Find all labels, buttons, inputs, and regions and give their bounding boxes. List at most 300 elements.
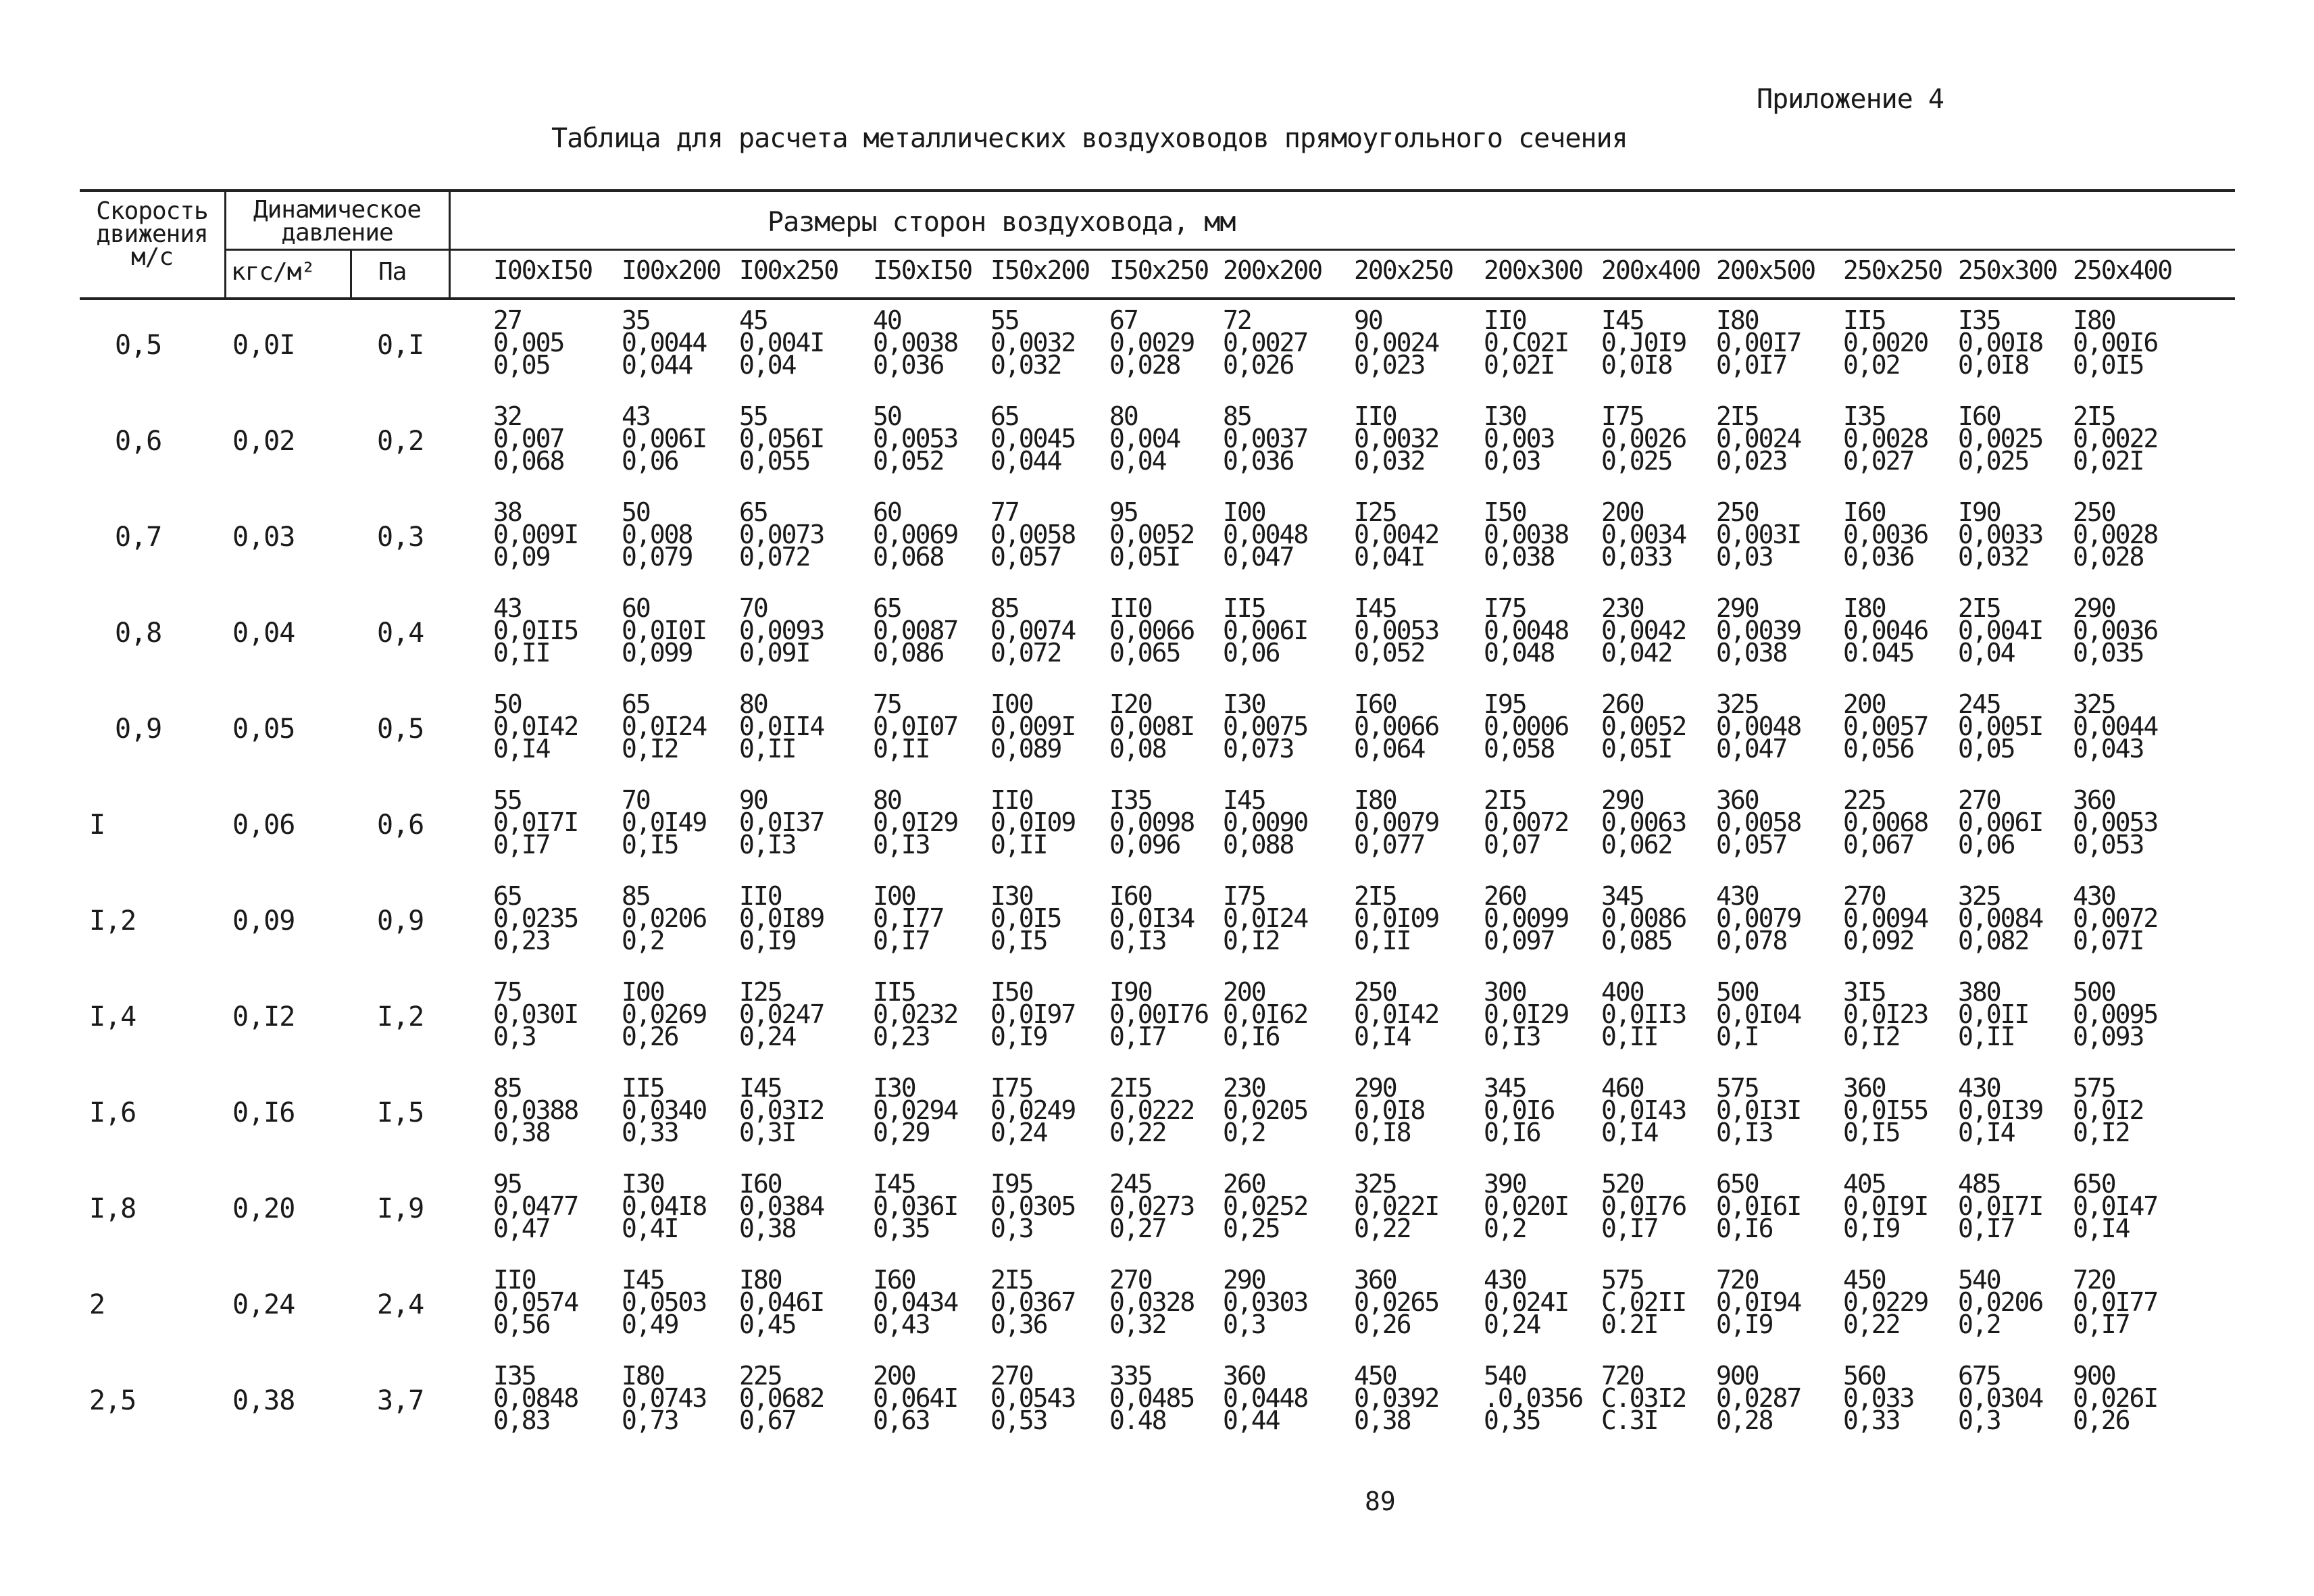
size-cell: [1716, 689, 1801, 764]
size-column-header: 200x200: [1223, 255, 1322, 285]
size-cell: [1354, 1169, 1439, 1243]
friction-loss-value: 0,J0I9: [1601, 328, 1686, 357]
velocity-pressure-value: 0,24: [1484, 1310, 1540, 1339]
size-column-header: I50x250: [1109, 255, 1209, 285]
size-cell: [739, 593, 824, 668]
size-cell: [1484, 1361, 1583, 1435]
velocity-pressure-value: 0,67: [739, 1405, 796, 1435]
airflow-value: 27: [493, 305, 522, 335]
airflow-value: II5: [1223, 593, 1265, 623]
airflow-value: 95: [1109, 497, 1138, 527]
friction-loss-value: 0,0743: [622, 1383, 707, 1413]
airflow-value: II5: [873, 977, 915, 1007]
pressure-kgf-value: 0,02: [232, 426, 295, 457]
friction-loss-value: 0,0I6: [1484, 1095, 1555, 1125]
size-cell: [1716, 977, 1801, 1051]
size-cell: [1716, 1361, 1801, 1435]
velocity-pressure-value: 0,058: [1484, 734, 1555, 764]
velocity-pressure-value: 0,I5: [622, 830, 678, 859]
friction-loss-value: 0,020I: [1484, 1191, 1569, 1221]
velocity-pressure-value: 0,0I8: [1958, 350, 2029, 380]
airflow-value: 460: [1601, 1073, 1644, 1103]
friction-loss-value: 0,0367: [990, 1287, 1076, 1317]
friction-loss-value: 0,0025: [1958, 424, 2043, 453]
friction-loss-value: 0,026I: [2073, 1383, 2158, 1413]
airflow-value: I60: [1958, 401, 2001, 431]
velocity-pressure-value: 0,082: [1958, 926, 2029, 955]
pressure-pa-value: 0,3: [377, 522, 424, 553]
size-cell: [990, 1169, 1076, 1243]
friction-loss-value: 0,0I42: [493, 712, 578, 741]
friction-loss-value: 0,0033: [1958, 520, 2043, 549]
velocity-pressure-value: 0,24: [990, 1118, 1047, 1147]
airflow-value: 430: [1958, 1073, 2001, 1103]
size-cell: [1484, 881, 1569, 955]
velocity-pressure-value: 0,II: [739, 734, 796, 764]
size-column-header: 250x250: [1843, 255, 1942, 285]
velocity-pressure-value: 0,099: [622, 638, 693, 668]
size-cell: [2073, 1169, 2158, 1243]
velocity-pressure-value: 0,043: [2073, 734, 2144, 764]
friction-loss-value: 0,024I: [1484, 1287, 1569, 1317]
size-cell: [1109, 401, 1180, 476]
speed-header-line-2: движения: [96, 220, 208, 248]
size-cell: [739, 305, 824, 380]
friction-loss-value: 0,0022: [2073, 424, 2158, 453]
velocity-pressure-value: 0,04I: [1354, 542, 1425, 572]
size-cell: [1223, 785, 1308, 859]
size-cell: [739, 881, 824, 955]
friction-loss-value: 0,0038: [1484, 520, 1569, 549]
airflow-value: 430: [1484, 1265, 1526, 1295]
size-cell: [622, 401, 707, 476]
velocity-pressure-value: 0,I2: [2073, 1118, 2130, 1147]
pressure-pa-value: I,5: [377, 1097, 424, 1128]
size-cell: [2073, 401, 2158, 476]
friction-loss-value: 0,0222: [1109, 1095, 1194, 1125]
airflow-value: I75: [990, 1073, 1033, 1103]
airflow-value: I80: [622, 1361, 664, 1391]
velocity-pressure-value: 0,0I8: [1601, 350, 1672, 380]
size-column-header: I00xI50: [493, 255, 593, 285]
airflow-value: 250: [2073, 497, 2115, 527]
size-cell: [739, 401, 824, 476]
unit-kgf-header: кгс/м²: [231, 258, 316, 286]
friction-loss-value: 0,0I7I: [493, 807, 578, 837]
velocity-pressure-value: 0,097: [1484, 926, 1555, 955]
airflow-value: 380: [1958, 977, 2001, 1007]
airflow-value: I80: [1843, 593, 1886, 623]
velocity-pressure-value: 0,I5: [1843, 1118, 1900, 1147]
friction-loss-value: 0,0026: [1601, 424, 1686, 453]
velocity-pressure-value: 0,025: [1601, 446, 1672, 476]
airflow-value: 200: [1601, 497, 1644, 527]
airflow-value: I60: [873, 1265, 915, 1295]
velocity-pressure-value: 0.48: [1109, 1405, 1166, 1435]
friction-loss-value: 0,0I09: [1354, 903, 1439, 933]
airflow-value: I35: [493, 1361, 536, 1391]
friction-loss-value: 0,0I37: [739, 807, 824, 837]
friction-loss-value: 0,0I23: [1843, 999, 1928, 1029]
velocity-pressure-value: 0,0I7: [1716, 350, 1787, 380]
friction-loss-value: 0,0086: [1601, 903, 1686, 933]
velocity-pressure-value: 0,I7: [873, 926, 930, 955]
speed-header-line-3: м/с: [130, 243, 174, 271]
velocity-pressure-value: 0,05: [1958, 734, 2015, 764]
airflow-value: 270: [1843, 881, 1886, 911]
airflow-value: 300: [1484, 977, 1526, 1007]
size-cell: [1843, 593, 1928, 668]
velocity-pressure-value: 0,I4: [1958, 1118, 2015, 1147]
friction-loss-value: 0,0I04: [1716, 999, 1801, 1029]
airflow-value: 2I5: [1109, 1073, 1152, 1103]
friction-loss-value: 0,008I: [1109, 712, 1194, 741]
friction-loss-value: 0,0II4: [739, 712, 824, 741]
airflow-value: 245: [1958, 689, 2001, 719]
velocity-pressure-value: 0,I2: [1843, 1022, 1900, 1051]
airflow-value: I30: [1223, 689, 1265, 719]
airflow-value: 200: [1223, 977, 1265, 1007]
airflow-value: 35: [622, 305, 650, 335]
size-cell: [1601, 497, 1686, 572]
friction-loss-value: 0,0045: [990, 424, 1076, 453]
pressure-kgf-value: 0,04: [232, 618, 295, 649]
velocity-pressure-value: 0,I2: [622, 734, 678, 764]
size-cell: [493, 497, 578, 572]
size-cell: [873, 881, 944, 955]
friction-loss-value: 0,0I43: [1601, 1095, 1686, 1125]
airflow-value: 400: [1601, 977, 1644, 1007]
velocity-pressure-value: 0,29: [873, 1118, 930, 1147]
friction-loss-value: 0,0682: [739, 1383, 824, 1413]
friction-loss-value: 0,0I0I: [622, 616, 707, 645]
velocity-pressure-value: 0,26: [1354, 1310, 1411, 1339]
size-column-header: I50xI50: [873, 255, 972, 285]
pressure-kgf-value: 0,I6: [232, 1097, 295, 1128]
size-cell: [1601, 977, 1686, 1051]
size-cell: [1109, 593, 1194, 668]
pressure-header-line-2: давление: [281, 219, 393, 247]
friction-loss-value: 0,03I2: [739, 1095, 824, 1125]
size-cell: [493, 593, 578, 668]
size-cell: [1716, 1169, 1801, 1243]
airflow-value: 2I5: [2073, 401, 2115, 431]
velocity-pressure-value: 0,085: [1601, 926, 1672, 955]
friction-loss-value: 0,0I29: [873, 807, 958, 837]
airflow-value: I30: [622, 1169, 664, 1199]
velocity-pressure-value: 0,036: [1843, 542, 1914, 572]
size-cell: [1958, 1361, 2043, 1435]
velocity-pressure-value: 0,32: [1109, 1310, 1166, 1339]
table-top-rule: [80, 189, 2235, 192]
airflow-value: I75: [1223, 881, 1265, 911]
size-cell: [2073, 785, 2158, 859]
airflow-value: 55: [493, 785, 522, 815]
airflow-value: I80: [2073, 305, 2115, 335]
friction-loss-value: 0,0052: [1601, 712, 1686, 741]
size-cell: [493, 689, 578, 764]
friction-loss-value: 0,0042: [1601, 616, 1686, 645]
size-cell: [1223, 1169, 1308, 1243]
velocity-pressure-value: 0,078: [1716, 926, 1787, 955]
friction-loss-value: 0,0074: [990, 616, 1076, 645]
page-title: Таблица для расчета металлических воздуховодов прямоугольного сечения: [551, 123, 1628, 154]
velocity-pressure-value: 0,II: [493, 638, 550, 668]
pressure-pa-value: 0,6: [377, 809, 424, 841]
velocity-pressure-value: 0,064: [1354, 734, 1425, 764]
velocity-pressure-value: 0,023: [1716, 446, 1787, 476]
size-cell: [1601, 881, 1686, 955]
airflow-value: 290: [2073, 593, 2115, 623]
speed-value: 0,8: [115, 618, 162, 649]
friction-loss-value: 0,0485: [1109, 1383, 1194, 1413]
airflow-value: I45: [873, 1169, 915, 1199]
airflow-value: 500: [1716, 977, 1759, 1007]
friction-loss-value: 0,0075: [1223, 712, 1308, 741]
friction-loss-value: 0,0042: [1354, 520, 1439, 549]
airflow-value: 290: [1716, 593, 1759, 623]
size-cell: [1354, 593, 1439, 668]
size-column-header: 200x300: [1484, 255, 1583, 285]
velocity-pressure-value: 0,43: [873, 1310, 930, 1339]
airflow-value: 260: [1601, 689, 1644, 719]
airflow-value: 60: [873, 497, 901, 527]
size-column-header: 200x400: [1601, 255, 1701, 285]
pressure-header: [228, 196, 446, 247]
airflow-value: 3I5: [1843, 977, 1886, 1007]
size-cell: [1109, 305, 1194, 380]
pressure-header-line-1: Динамическое: [253, 196, 422, 224]
size-cell: [1354, 1073, 1425, 1147]
airflow-value: I75: [1601, 401, 1644, 431]
velocity-pressure-value: 0,II: [1958, 1022, 2015, 1051]
velocity-pressure-value: 0,044: [990, 446, 1061, 476]
friction-loss-value: 0,0053: [2073, 807, 2158, 837]
airflow-value: I30: [1484, 401, 1526, 431]
velocity-pressure-value: 0,I2: [1223, 926, 1280, 955]
airflow-value: 900: [1716, 1361, 1759, 1391]
airflow-value: I60: [739, 1169, 782, 1199]
velocity-pressure-value: 0,04: [1109, 446, 1166, 476]
size-cell: [739, 977, 824, 1051]
velocity-pressure-value: 0,I4: [2073, 1214, 2130, 1243]
size-cell: [1716, 785, 1801, 859]
friction-loss-value: 0,0094: [1843, 903, 1928, 933]
size-cell: [493, 1265, 578, 1339]
friction-loss-value: 0,0I47: [2073, 1191, 2158, 1221]
size-cell: [1354, 401, 1439, 476]
friction-loss-value: 0,0205: [1223, 1095, 1308, 1125]
friction-loss-value: 0,0028: [1843, 424, 1928, 453]
unit-pa-header: Па: [378, 258, 407, 286]
airflow-value: 430: [1716, 881, 1759, 911]
airflow-value: 95: [493, 1169, 522, 1199]
velocity-pressure-value: 0,I5: [990, 926, 1047, 955]
velocity-pressure-value: 0,02: [1843, 350, 1900, 380]
friction-loss-value: 0,0039: [1716, 616, 1801, 645]
velocity-pressure-value: 0,63: [873, 1405, 930, 1435]
size-cell: [2073, 305, 2158, 380]
speed-header: [82, 197, 222, 271]
velocity-pressure-value: 0,26: [2073, 1405, 2130, 1435]
airflow-value: 2I5: [1716, 401, 1759, 431]
airflow-value: 77: [990, 497, 1019, 527]
friction-loss-value: 0,0052: [1109, 520, 1194, 549]
velocity-pressure-value: 0,03: [1484, 446, 1540, 476]
friction-loss-value: 0,0543: [990, 1383, 1076, 1413]
velocity-pressure-value: 0,I4: [1354, 1022, 1411, 1051]
airflow-value: 50: [493, 689, 522, 719]
size-cell: [873, 1073, 958, 1147]
friction-loss-value: 0,0II3: [1601, 999, 1686, 1029]
size-cell: [1484, 1073, 1555, 1147]
velocity-pressure-value: 0,089: [990, 734, 1061, 764]
friction-loss-value: 0,0I76: [1601, 1191, 1686, 1221]
size-cell: [1354, 977, 1439, 1051]
velocity-pressure-value: 0,I3: [1484, 1022, 1540, 1051]
velocity-pressure-value: 0,2: [1958, 1310, 2001, 1339]
friction-loss-value: 0,003: [1484, 424, 1555, 453]
friction-loss-value: 0,0273: [1109, 1191, 1194, 1221]
airflow-value: 290: [1354, 1073, 1397, 1103]
velocity-pressure-value: 0,023: [1354, 350, 1425, 380]
page-number: 89: [1365, 1487, 1396, 1516]
size-cell: [1484, 305, 1569, 380]
size-cell: [990, 401, 1076, 476]
airflow-value: 85: [1223, 401, 1251, 431]
col-divider-sizes: [449, 191, 451, 299]
size-cell: [493, 1169, 578, 1243]
velocity-pressure-value: 0,53: [990, 1405, 1047, 1435]
velocity-pressure-value: 0,026: [1223, 350, 1294, 380]
airflow-value: 2I5: [1354, 881, 1397, 911]
pressure-kgf-value: 0,20: [232, 1193, 295, 1224]
airflow-value: 80: [739, 689, 768, 719]
friction-loss-value: 0,0I62: [1223, 999, 1308, 1029]
size-cell: [873, 305, 958, 380]
friction-loss-value: 0,0I07: [873, 712, 958, 741]
velocity-pressure-value: 0,28: [1716, 1405, 1773, 1435]
airflow-value: 575: [2073, 1073, 2115, 1103]
velocity-pressure-value: 0,053: [2073, 830, 2144, 859]
airflow-value: 290: [1601, 785, 1644, 815]
size-cell: [873, 593, 958, 668]
size-cell: [1223, 305, 1308, 380]
velocity-pressure-value: 0,088: [1223, 830, 1294, 859]
size-cell: [990, 497, 1076, 572]
speed-value: 0,6: [115, 426, 162, 457]
velocity-pressure-value: 0,27: [1109, 1214, 1166, 1243]
size-cell: [873, 785, 958, 859]
friction-loss-value: 0,0006: [1484, 712, 1569, 741]
speed-value: 0,7: [115, 522, 162, 553]
pressure-kgf-value: 0,I2: [232, 1001, 295, 1032]
velocity-pressure-value: 0,06: [1223, 638, 1280, 668]
airflow-value: 500: [2073, 977, 2115, 1007]
airflow-value: 325: [2073, 689, 2115, 719]
friction-loss-value: 0,0044: [622, 328, 707, 357]
airflow-value: I90: [1109, 977, 1152, 1007]
friction-loss-value: 0,0I5: [990, 903, 1061, 933]
size-cell: [1109, 689, 1194, 764]
size-cell: [1958, 785, 2043, 859]
size-cell: [2073, 497, 2158, 572]
friction-loss-value: 0,0252: [1223, 1191, 1308, 1221]
airflow-value: 230: [1601, 593, 1644, 623]
size-cell: [1958, 1265, 2043, 1339]
airflow-value: II5: [1843, 305, 1886, 335]
friction-loss-value: 0,0058: [1716, 807, 1801, 837]
friction-loss-value: 0,0I24: [622, 712, 707, 741]
velocity-pressure-value: 0,47: [493, 1214, 550, 1243]
velocity-pressure-value: 0,036: [873, 350, 944, 380]
airflow-value: I95: [1484, 689, 1526, 719]
airflow-value: I50: [1484, 497, 1526, 527]
size-column-header: 200x500: [1716, 255, 1815, 285]
friction-loss-value: 0,00I76: [1109, 999, 1209, 1029]
size-cell: [622, 881, 707, 955]
size-cell: [2073, 1361, 2158, 1435]
friction-loss-value: 0,0066: [1109, 616, 1194, 645]
speed-header-line-1: Скорость: [96, 197, 208, 225]
airflow-value: I60: [1843, 497, 1886, 527]
size-cell: [1223, 1073, 1308, 1147]
size-cell: [1958, 881, 2043, 955]
friction-loss-value: 0,0029: [1109, 328, 1194, 357]
airflow-value: 50: [622, 497, 650, 527]
friction-loss-value: 0,00I8: [1958, 328, 2043, 357]
airflow-value: 325: [1716, 689, 1759, 719]
velocity-pressure-value: 0,033: [1601, 542, 1672, 572]
friction-loss-value: 0,0036: [1843, 520, 1928, 549]
velocity-pressure-value: 0,23: [493, 926, 550, 955]
airflow-value: 270: [990, 1361, 1033, 1391]
velocity-pressure-value: 0,45: [739, 1310, 796, 1339]
velocity-pressure-value: 0,I9: [1843, 1214, 1900, 1243]
velocity-pressure-value: 0,057: [990, 542, 1061, 572]
size-cell: [739, 497, 824, 572]
size-cell: [622, 305, 707, 380]
airflow-value: 650: [2073, 1169, 2115, 1199]
friction-loss-value: 0,0269: [622, 999, 707, 1029]
velocity-pressure-value: C.3I: [1601, 1405, 1658, 1435]
friction-loss-value: 0,0032: [1354, 424, 1439, 453]
pressure-kgf-value: 0,38: [232, 1385, 295, 1416]
airflow-value: 55: [990, 305, 1019, 335]
size-cell: [1601, 305, 1686, 380]
velocity-pressure-value: 0,I: [1716, 1022, 1759, 1051]
friction-loss-value: 0,00I6: [2073, 328, 2158, 357]
velocity-pressure-value: 0,086: [873, 638, 944, 668]
size-cell: [1484, 689, 1569, 764]
size-cell: [1223, 881, 1308, 955]
velocity-pressure-value: 0,56: [493, 1310, 550, 1339]
airflow-value: 260: [1223, 1169, 1265, 1199]
airflow-value: 67: [1109, 305, 1138, 335]
velocity-pressure-value: 0,2: [1484, 1214, 1526, 1243]
size-cell: [622, 593, 707, 668]
friction-loss-value: 0,056I: [739, 424, 824, 453]
pressure-kgf-value: 0,0I: [232, 330, 295, 361]
pressure-pa-value: I,9: [377, 1193, 424, 1224]
airflow-value: I45: [1354, 593, 1397, 623]
pressure-kgf-value: 0,09: [232, 905, 295, 937]
airflow-value: 270: [1958, 785, 2001, 815]
velocity-pressure-value: 0,028: [1109, 350, 1180, 380]
airflow-value: 50: [873, 401, 901, 431]
pressure-kgf-value: 0,03: [232, 522, 295, 553]
friction-loss-value: 0,0I24: [1223, 903, 1308, 933]
